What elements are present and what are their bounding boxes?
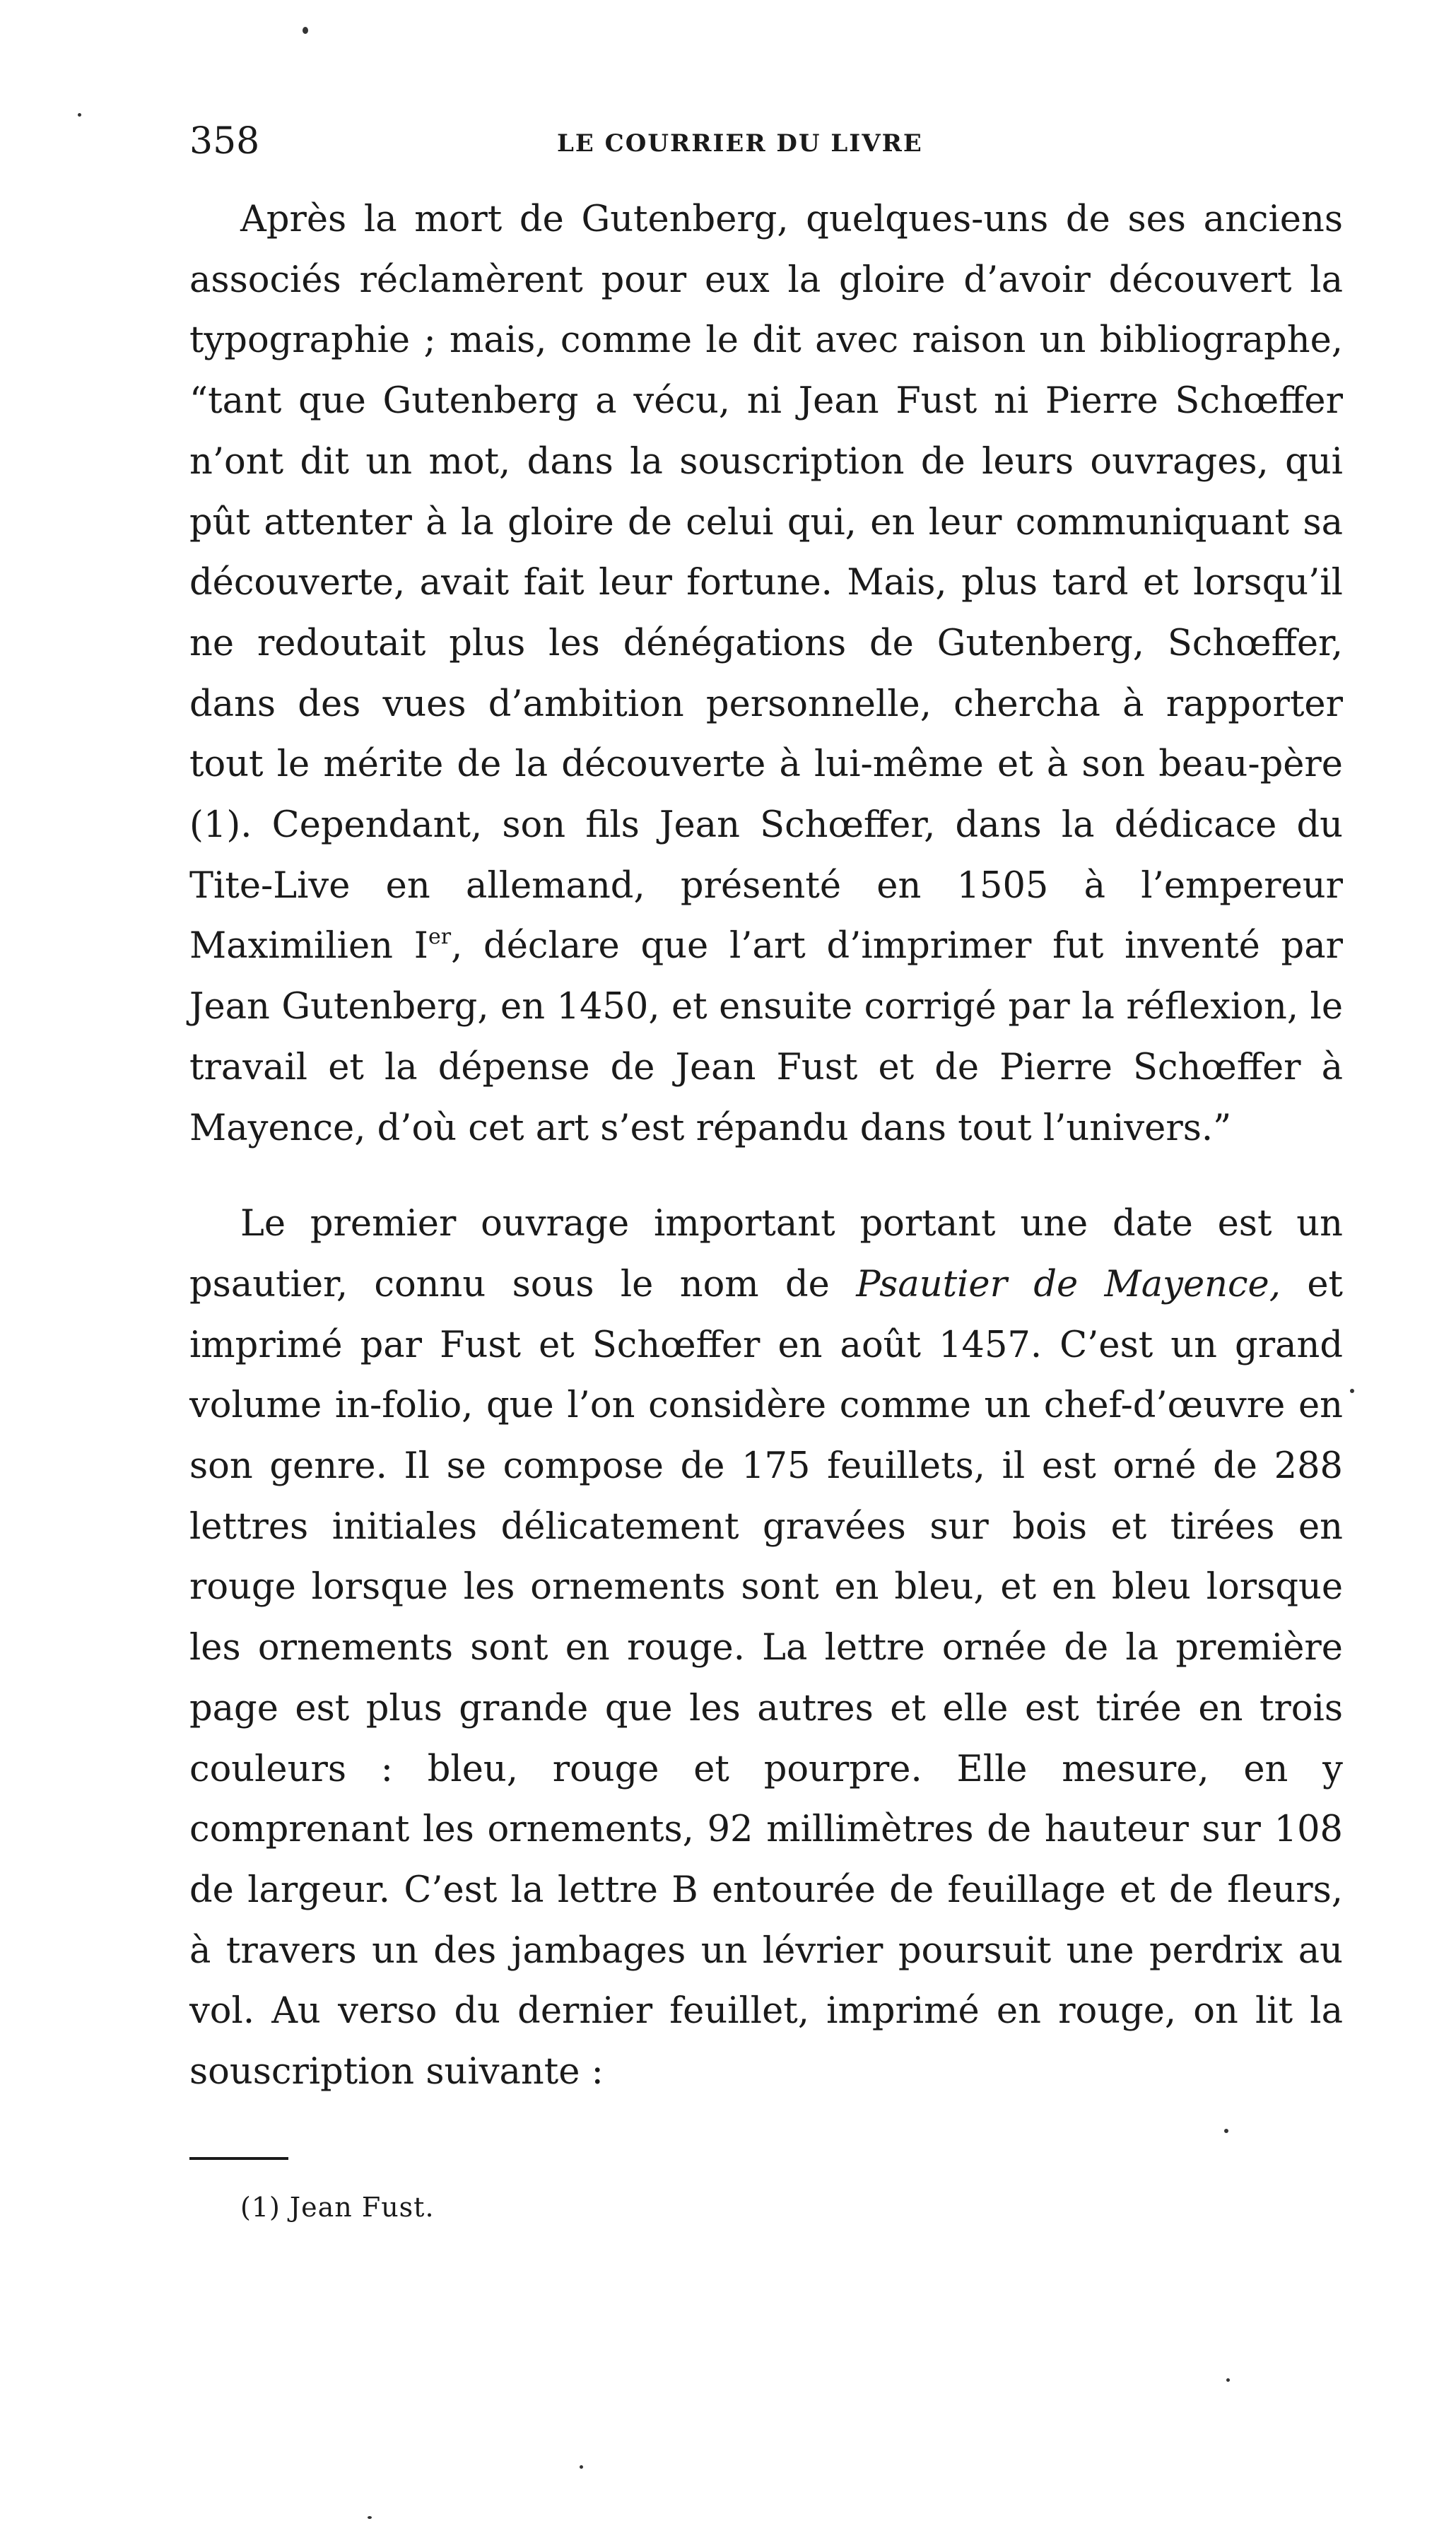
scan-speck <box>1226 2378 1230 2382</box>
text-segment: Après la mort de Gutenberg, quelques-uns de ses anciens associés réclamèrent pour eux la gloire d’avoir découvert la typographie ; mais, comme le dit avec raison un bibliographe, “tant que Gutenberg a vécu, ni Jean Fust ni Pierre Schœffer n’ont dit un mot, dans la souscription de leurs ouvrages, qui pût attenter à la gloire de celui qui, en leur communiquant sa découverte, avait fait leur fortune. Mais, plus tard et lorsqu’il ne redoutait plus les dénégations de Gutenberg, Schœffer, dans des vues d’ambition personnelle, chercha à rapporter tout le mérite de la découverte à lui-même et à son beau-père (1). Cependant, son fils Jean Schœffer, dans la dédicace du Tite-Live en allemand, présenté en 1505 à l’empereur Maximilien I <box>189 199 1343 968</box>
footnote-rule <box>189 2157 288 2160</box>
text-segment: Le premier ouvrage important portant une date est un psautier, connu sous le nom de <box>189 1203 1343 1305</box>
body-text <box>189 189 1343 2103</box>
running-title: LE COURRIER DU LIVRE <box>557 129 923 158</box>
text-segment: , déclare que l’art d’imprimer fut inventé par Jean Gutenberg, en 1450, et ensuite corrigé par la réflexion, le travail et la dépense de Jean Fust et de Pierre Schœffer à Mayence, d’où cet art s’est répandu dans tout l’univers.” <box>189 925 1343 1149</box>
page-number: 358 <box>189 120 260 163</box>
scan-speck <box>368 2516 372 2519</box>
scan-speck <box>78 113 81 117</box>
scan-speck <box>303 27 308 34</box>
footnote: (1) Jean Fust. <box>240 2192 435 2223</box>
scan-speck <box>1350 1389 1354 1393</box>
page-header <box>189 120 1343 170</box>
scan-speck <box>1224 2129 1228 2133</box>
paragraph-gutenberg-associates <box>189 189 1343 1158</box>
book-title-italic: Psautier de Mayence, <box>856 1263 1281 1305</box>
text-segment: et imprimé par Fust et Schœffer en août 1457. C’est un grand volume in-folio, que l’on considère comme un chef-d’œuvre en son genre. Il se compose de 175 feuillets, il est orné de 288 lettres initiales délicatement gravées sur bois et tirées en rouge lorsque les ornements sont en bleu, et en bleu lorsque les ornements sont en rouge. La lettre ornée de la première page est plus grande que les autres et elle est tirée en trois couleurs : bleu, rouge et pourpre. Elle mesure, en y comprenant les ornements, 92 millimètres de hauteur sur 108 de largeur. C’est la lettre B entourée de feuillage et de fleurs, à travers un des jambages un lévrier poursuit une perdrix au vol. Au verso du dernier feuillet, imprimé en rouge, on lit la souscription suivante : <box>189 1263 1344 2093</box>
paragraph-psautier-de-mayence <box>189 1194 1343 2103</box>
scan-speck <box>580 2465 583 2469</box>
superscript-er: er <box>428 924 452 950</box>
